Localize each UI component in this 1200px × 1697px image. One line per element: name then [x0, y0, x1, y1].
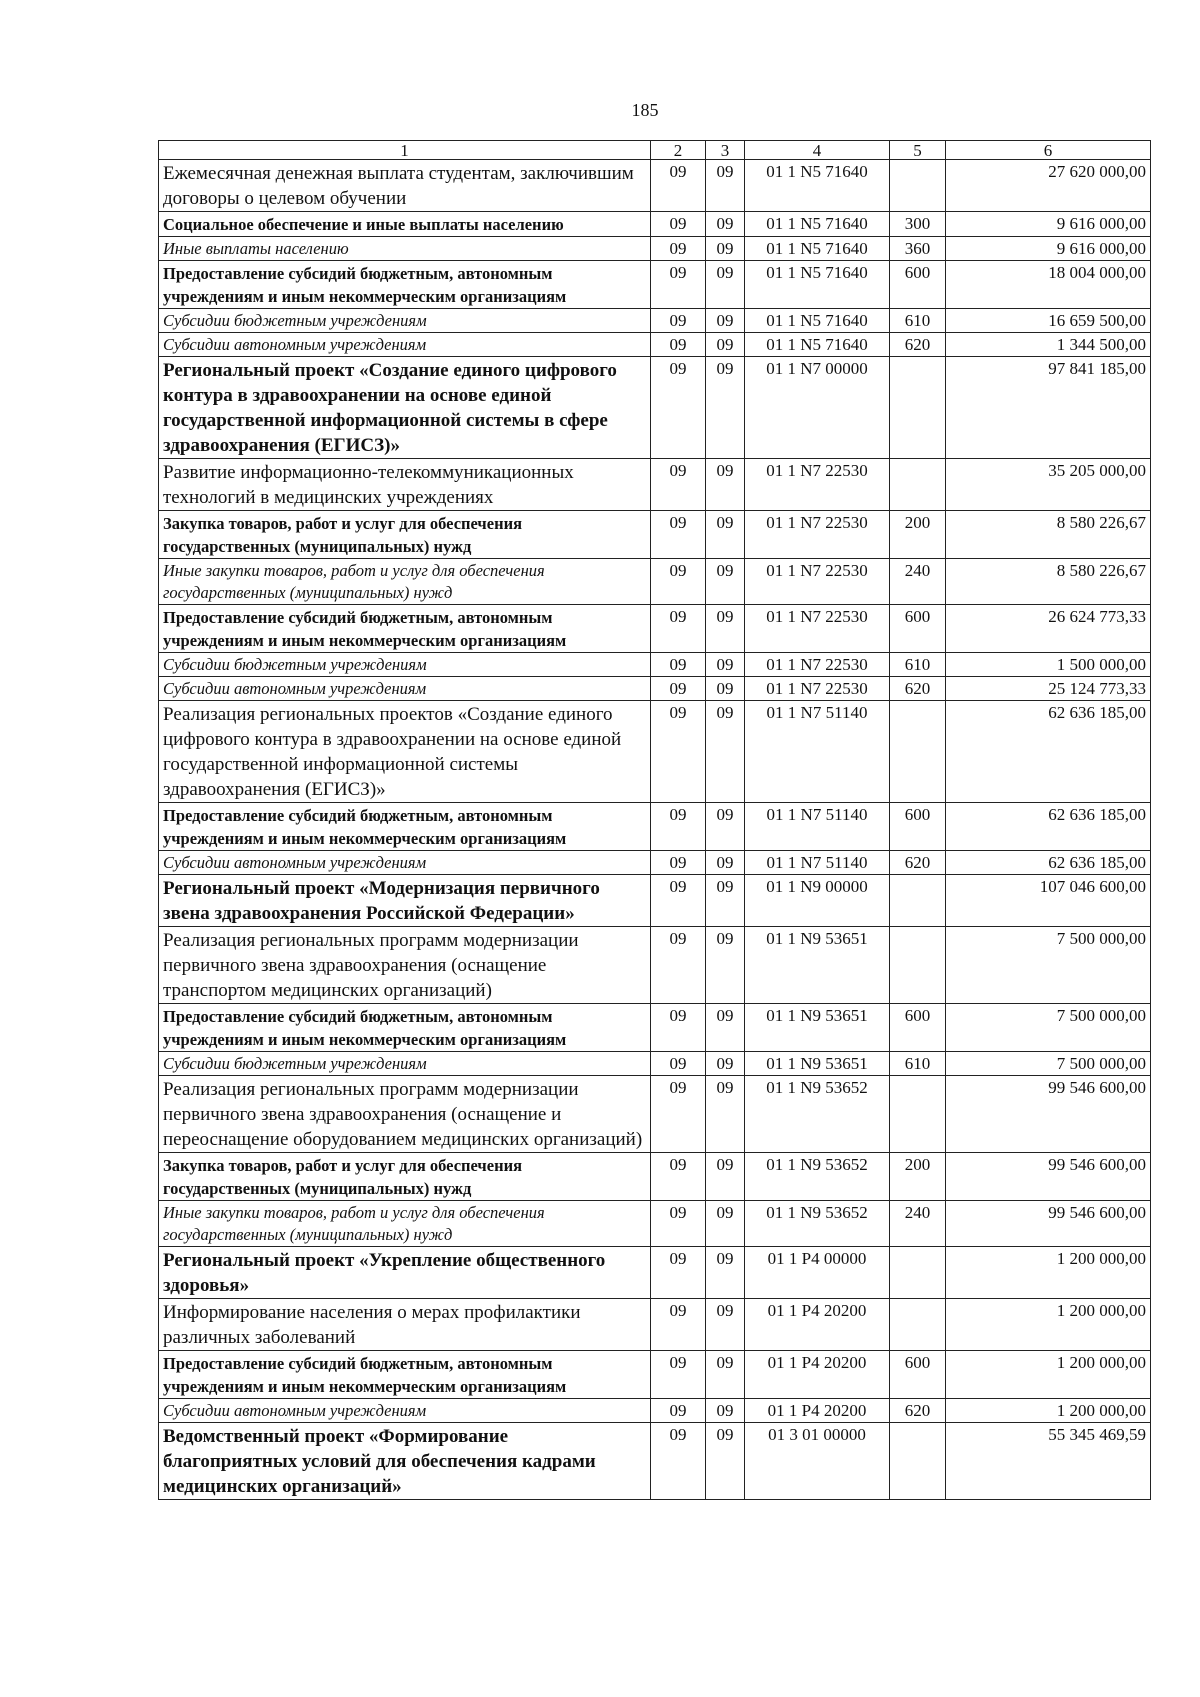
expense-type-cell [890, 1423, 946, 1500]
section-code-cell: 09 [651, 851, 706, 875]
subsection-code-cell: 09 [706, 605, 745, 653]
table-row [159, 459, 1151, 511]
amount-cell: 9 616 000,00 [946, 237, 1151, 261]
target-article-cell: 01 1 N7 22530 [745, 459, 890, 511]
header-col-6: 6 [946, 141, 1151, 160]
expense-type-cell: 620 [890, 851, 946, 875]
target-article-cell: 01 1 N9 53652 [745, 1153, 890, 1201]
subsection-code-cell: 09 [706, 1153, 745, 1201]
target-article-cell: 01 1 N9 53652 [745, 1201, 890, 1247]
header-col-3: 3 [706, 141, 745, 160]
amount-cell: 97 841 185,00 [946, 357, 1151, 459]
table-row [159, 1052, 1151, 1076]
target-article-cell: 01 1 P4 20200 [745, 1399, 890, 1423]
subsection-code-cell: 09 [706, 653, 745, 677]
section-code-cell: 09 [651, 803, 706, 851]
table-body [159, 160, 1151, 1500]
target-article-cell: 01 1 N7 00000 [745, 357, 890, 459]
amount-cell: 7 500 000,00 [946, 927, 1151, 1004]
target-article-cell: 01 1 N5 71640 [745, 237, 890, 261]
row-name-cell: Реализация региональных проектов «Создание единого цифрового контура в здравоохранении на основе единой государственной информационной системы здравоохранения (ЕГИСЗ)» [159, 701, 651, 803]
target-article-cell: 01 1 N9 53651 [745, 927, 890, 1004]
amount-cell: 1 344 500,00 [946, 333, 1151, 357]
table-row [159, 261, 1151, 309]
row-name-cell: Закупка товаров, работ и услуг для обеспечения государственных (муниципальных) нужд [159, 1153, 651, 1201]
expense-type-cell [890, 927, 946, 1004]
row-name-cell: Иные закупки товаров, работ и услуг для обеспечения государственных (муниципальных) нужд [159, 559, 651, 605]
section-code-cell: 09 [651, 559, 706, 605]
subsection-code-cell: 09 [706, 333, 745, 357]
table-row [159, 1153, 1151, 1201]
target-article-cell: 01 1 N9 53651 [745, 1004, 890, 1052]
row-name-cell: Информирование населения о мерах профилактики различных заболеваний [159, 1299, 651, 1351]
subsection-code-cell: 09 [706, 511, 745, 559]
expense-type-cell [890, 357, 946, 459]
row-name-cell: Субсидии бюджетным учреждениям [159, 653, 651, 677]
section-code-cell: 09 [651, 309, 706, 333]
expense-type-cell: 620 [890, 1399, 946, 1423]
amount-cell: 35 205 000,00 [946, 459, 1151, 511]
table-row [159, 212, 1151, 237]
expense-type-cell [890, 875, 946, 927]
expense-type-cell [890, 701, 946, 803]
header-col-1: 1 [159, 141, 651, 160]
amount-cell: 1 200 000,00 [946, 1247, 1151, 1299]
section-code-cell: 09 [651, 237, 706, 261]
row-name-cell: Субсидии автономным учреждениям [159, 851, 651, 875]
subsection-code-cell: 09 [706, 1399, 745, 1423]
subsection-code-cell: 09 [706, 212, 745, 237]
expense-type-cell: 600 [890, 261, 946, 309]
amount-cell: 9 616 000,00 [946, 212, 1151, 237]
expense-type-cell: 600 [890, 605, 946, 653]
expense-type-cell [890, 459, 946, 511]
subsection-code-cell: 09 [706, 1299, 745, 1351]
row-name-cell: Предоставление субсидий бюджетным, автономным учреждениям и иным некоммерческим организациям [159, 1004, 651, 1052]
target-article-cell: 01 1 N5 71640 [745, 261, 890, 309]
header-row [159, 141, 1151, 160]
row-name-cell: Ведомственный проект «Формирование благоприятных условий для обеспечения кадрами медицинских организаций» [159, 1423, 651, 1500]
expense-type-cell: 360 [890, 237, 946, 261]
subsection-code-cell: 09 [706, 803, 745, 851]
section-code-cell: 09 [651, 511, 706, 559]
section-code-cell: 09 [651, 1052, 706, 1076]
table-row [159, 1004, 1151, 1052]
subsection-code-cell: 09 [706, 875, 745, 927]
amount-cell: 26 624 773,33 [946, 605, 1151, 653]
expense-type-cell: 200 [890, 511, 946, 559]
amount-cell: 99 546 600,00 [946, 1076, 1151, 1153]
row-name-cell: Социальное обеспечение и иные выплаты населению [159, 212, 651, 237]
row-name-cell: Региональный проект «Модернизация первичного звена здравоохранения Российской Федерации» [159, 875, 651, 927]
row-name-cell: Субсидии бюджетным учреждениям [159, 1052, 651, 1076]
amount-cell: 62 636 185,00 [946, 851, 1151, 875]
subsection-code-cell: 09 [706, 851, 745, 875]
table-row [159, 309, 1151, 333]
amount-cell: 7 500 000,00 [946, 1004, 1151, 1052]
target-article-cell: 01 1 N7 22530 [745, 511, 890, 559]
expense-type-cell: 600 [890, 1351, 946, 1399]
target-article-cell: 01 1 N7 22530 [745, 653, 890, 677]
section-code-cell: 09 [651, 927, 706, 1004]
expense-type-cell: 600 [890, 1004, 946, 1052]
target-article-cell: 01 1 N7 51140 [745, 851, 890, 875]
table-row [159, 1201, 1151, 1247]
amount-cell: 25 124 773,33 [946, 677, 1151, 701]
section-code-cell: 09 [651, 1299, 706, 1351]
target-article-cell: 01 1 N5 71640 [745, 212, 890, 237]
subsection-code-cell: 09 [706, 701, 745, 803]
row-name-cell: Региональный проект «Создание единого цифрового контура в здравоохранении на основе единой государственной информационной системы в сфере здравоохранения (ЕГИСЗ)» [159, 357, 651, 459]
table-row [159, 511, 1151, 559]
amount-cell: 1 500 000,00 [946, 653, 1151, 677]
row-name-cell: Иные закупки товаров, работ и услуг для обеспечения государственных (муниципальных) нужд [159, 1201, 651, 1247]
table-row [159, 851, 1151, 875]
section-code-cell: 09 [651, 1351, 706, 1399]
table-row [159, 237, 1151, 261]
budget-table [158, 140, 1151, 1500]
target-article-cell: 01 1 P4 20200 [745, 1351, 890, 1399]
table-row [159, 1399, 1151, 1423]
row-name-cell: Предоставление субсидий бюджетным, автономным учреждениям и иным некоммерческим организациям [159, 261, 651, 309]
row-name-cell: Субсидии автономным учреждениям [159, 333, 651, 357]
subsection-code-cell: 09 [706, 1076, 745, 1153]
row-name-cell: Реализация региональных программ модернизации первичного звена здравоохранения (оснащение транспортом медицинских организаций) [159, 927, 651, 1004]
expense-type-cell: 620 [890, 677, 946, 701]
section-code-cell: 09 [651, 1201, 706, 1247]
expense-type-cell: 240 [890, 1201, 946, 1247]
row-name-cell: Закупка товаров, работ и услуг для обеспечения государственных (муниципальных) нужд [159, 511, 651, 559]
subsection-code-cell: 09 [706, 459, 745, 511]
table-row [159, 803, 1151, 851]
amount-cell: 8 580 226,67 [946, 511, 1151, 559]
table-row [159, 1299, 1151, 1351]
target-article-cell: 01 1 N7 22530 [745, 605, 890, 653]
expense-type-cell: 300 [890, 212, 946, 237]
amount-cell: 1 200 000,00 [946, 1399, 1151, 1423]
target-article-cell: 01 1 N9 53651 [745, 1052, 890, 1076]
table-row [159, 357, 1151, 459]
row-name-cell: Ежемесячная денежная выплата студентам, заключившим договоры о целевом обучении [159, 160, 651, 212]
section-code-cell: 09 [651, 605, 706, 653]
row-name-cell: Субсидии бюджетным учреждениям [159, 309, 651, 333]
expense-type-cell: 620 [890, 333, 946, 357]
target-article-cell: 01 1 N5 71640 [745, 160, 890, 212]
table-row [159, 653, 1151, 677]
target-article-cell: 01 1 P4 20200 [745, 1299, 890, 1351]
section-code-cell: 09 [651, 701, 706, 803]
subsection-code-cell: 09 [706, 559, 745, 605]
section-code-cell: 09 [651, 1423, 706, 1500]
subsection-code-cell: 09 [706, 677, 745, 701]
expense-type-cell: 600 [890, 803, 946, 851]
expense-type-cell [890, 1299, 946, 1351]
subsection-code-cell: 09 [706, 357, 745, 459]
target-article-cell: 01 3 01 00000 [745, 1423, 890, 1500]
row-name-cell: Предоставление субсидий бюджетным, автономным учреждениям и иным некоммерческим организациям [159, 605, 651, 653]
row-name-cell: Реализация региональных программ модернизации первичного звена здравоохранения (оснащение и переоснащение оборудованием медицинских организаций) [159, 1076, 651, 1153]
amount-cell: 7 500 000,00 [946, 1052, 1151, 1076]
target-article-cell: 01 1 N9 00000 [745, 875, 890, 927]
row-name-cell: Региональный проект «Укрепление общественного здоровья» [159, 1247, 651, 1299]
subsection-code-cell: 09 [706, 1423, 745, 1500]
subsection-code-cell: 09 [706, 1052, 745, 1076]
target-article-cell: 01 1 P4 00000 [745, 1247, 890, 1299]
table-row [159, 701, 1151, 803]
row-name-cell: Развитие информационно-телекоммуникационных технологий в медицинских учреждениях [159, 459, 651, 511]
section-code-cell: 09 [651, 1004, 706, 1052]
section-code-cell: 09 [651, 1076, 706, 1153]
header-col-2: 2 [651, 141, 706, 160]
section-code-cell: 09 [651, 212, 706, 237]
section-code-cell: 09 [651, 677, 706, 701]
row-name-cell: Предоставление субсидий бюджетным, автономным учреждениям и иным некоммерческим организациям [159, 1351, 651, 1399]
table-header [159, 141, 1151, 160]
target-article-cell: 01 1 N5 71640 [745, 309, 890, 333]
amount-cell: 62 636 185,00 [946, 803, 1151, 851]
target-article-cell: 01 1 N7 51140 [745, 803, 890, 851]
amount-cell: 16 659 500,00 [946, 309, 1151, 333]
amount-cell: 8 580 226,67 [946, 559, 1151, 605]
header-col-5: 5 [890, 141, 946, 160]
section-code-cell: 09 [651, 875, 706, 927]
section-code-cell: 09 [651, 653, 706, 677]
section-code-cell: 09 [651, 459, 706, 511]
header-col-4: 4 [745, 141, 890, 160]
subsection-code-cell: 09 [706, 1247, 745, 1299]
subsection-code-cell: 09 [706, 160, 745, 212]
target-article-cell: 01 1 N7 22530 [745, 559, 890, 605]
subsection-code-cell: 09 [706, 1201, 745, 1247]
section-code-cell: 09 [651, 357, 706, 459]
expense-type-cell: 240 [890, 559, 946, 605]
amount-cell: 99 546 600,00 [946, 1201, 1151, 1247]
expense-type-cell: 610 [890, 1052, 946, 1076]
amount-cell: 27 620 000,00 [946, 160, 1151, 212]
section-code-cell: 09 [651, 1399, 706, 1423]
target-article-cell: 01 1 N5 71640 [745, 333, 890, 357]
target-article-cell: 01 1 N7 22530 [745, 677, 890, 701]
table-row [159, 875, 1151, 927]
subsection-code-cell: 09 [706, 927, 745, 1004]
expense-type-cell [890, 1076, 946, 1153]
section-code-cell: 09 [651, 261, 706, 309]
subsection-code-cell: 09 [706, 237, 745, 261]
amount-cell: 107 046 600,00 [946, 875, 1151, 927]
amount-cell: 99 546 600,00 [946, 1153, 1151, 1201]
amount-cell: 55 345 469,59 [946, 1423, 1151, 1500]
table-row [159, 1351, 1151, 1399]
table-row [159, 333, 1151, 357]
table-row [159, 927, 1151, 1004]
table-row [159, 677, 1151, 701]
row-name-cell: Предоставление субсидий бюджетным, автономным учреждениям и иным некоммерческим организациям [159, 803, 651, 851]
table-row [159, 559, 1151, 605]
subsection-code-cell: 09 [706, 1004, 745, 1052]
target-article-cell: 01 1 N7 51140 [745, 701, 890, 803]
row-name-cell: Иные выплаты населению [159, 237, 651, 261]
expense-type-cell: 200 [890, 1153, 946, 1201]
row-name-cell: Субсидии автономным учреждениям [159, 1399, 651, 1423]
table-row [159, 605, 1151, 653]
table-row [159, 1247, 1151, 1299]
amount-cell: 18 004 000,00 [946, 261, 1151, 309]
section-code-cell: 09 [651, 1247, 706, 1299]
section-code-cell: 09 [651, 160, 706, 212]
subsection-code-cell: 09 [706, 261, 745, 309]
expense-type-cell: 610 [890, 653, 946, 677]
page-number: 185 [631, 100, 659, 120]
expense-type-cell: 610 [890, 309, 946, 333]
section-code-cell: 09 [651, 333, 706, 357]
table-row [159, 1423, 1151, 1500]
expense-type-cell [890, 1247, 946, 1299]
table-row [159, 1076, 1151, 1153]
row-name-cell: Субсидии автономным учреждениям [159, 677, 651, 701]
amount-cell: 1 200 000,00 [946, 1299, 1151, 1351]
subsection-code-cell: 09 [706, 309, 745, 333]
subsection-code-cell: 09 [706, 1351, 745, 1399]
target-article-cell: 01 1 N9 53652 [745, 1076, 890, 1153]
amount-cell: 62 636 185,00 [946, 701, 1151, 803]
section-code-cell: 09 [651, 1153, 706, 1201]
expense-type-cell [890, 160, 946, 212]
amount-cell: 1 200 000,00 [946, 1351, 1151, 1399]
table-row [159, 160, 1151, 212]
